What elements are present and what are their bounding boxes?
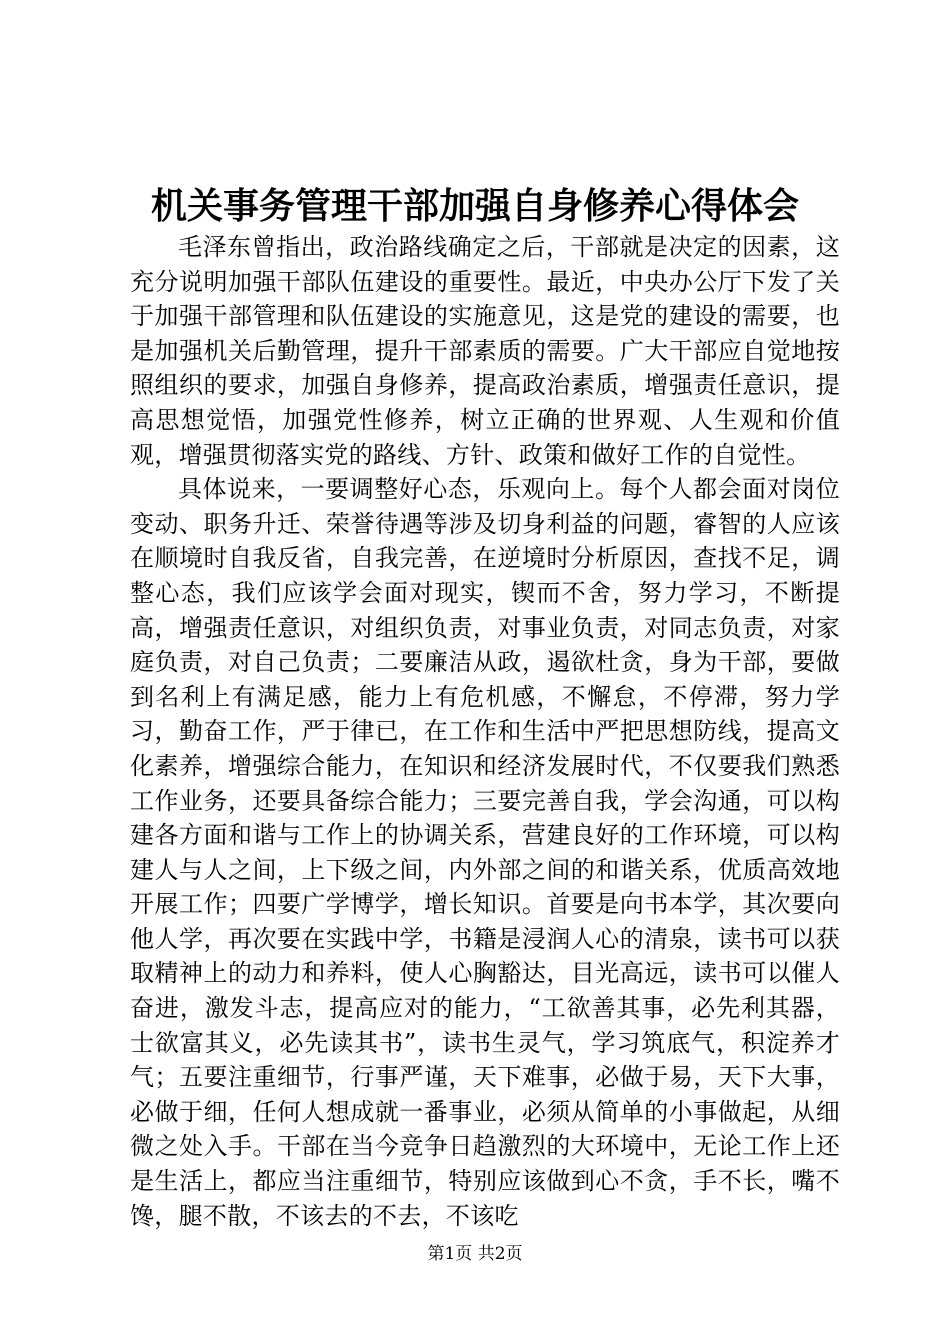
document-title: 机关事务管理干部加强自身修养心得体会 [150, 185, 799, 227]
paragraph-2: 具体说来，一要调整好心态，乐观向上。每个人都会面对岗位变动、职务升迁、荣誉待遇等涉及切身利益的问题，睿智的人应该在顺境时自我反省，自我完善，在逆境时分析原因，查找不足，调整心态，我们应该学会面对现实，锲而不舍，努力学习，不断提高，增强责任意识，对组织负责，对事业负责，对同志负责，对家庭负责，对自己负责；二要廉洁从政，遏欲杜贪，身为干部，要做到名利上有满足感，能力上有危机感，不懈怠，不停滞，努力学习，勤奋工作，严于律已，在工作和生活中严把思想防线，提高文化素养，增强综合能力，在知识和经济发展时代，不仅要我们熟悉工作业务，还要具备综合能力；三要完善自我，学会沟通，可以构建各方面和谐与工作上的协调关系，营建良好的工作环境，可以构建人与人之间，上下级之间，内外部之间的和谐关系，优质高效地开展工作；四要广学博学，增长知识。首要是向书本学，其次要向他人学，再次要在实践中学，书籍是浸润人心的清泉，读书可以获取精神上的动力和养料，使人心胸豁达，目光高远，读书可以催人奋进，激发斗志，提高应对的能力，“工欲善其事，必先利其器，士欲富其义，必先读其书”，读书生灵气，学习筑底气，积淀养才气；五要注重细节，行事严谨，天下难事，必做于易，天下大事，必做于细，任何人想成就一番事业，必须从简单的小事做起，从细微之处入手。干部在当今竞争日趋激烈的大环境中，无论工作上还是生活上，都应当注重细节，特别应该做到心不贪，手不长，嘴不馋，腿不散，不该去的不去，不该吃 [130, 475, 840, 1230]
page-number-footer: 第1页 共2页 [427, 1244, 523, 1264]
paragraph-1: 毛泽东曾指出，政治路线确定之后，干部就是决定的因素，这充分说明加强干部队伍建设的重要性。最近，中央办公厅下发了关于加强干部管理和队伍建设的实施意见，这是党的建设的需要，也是加强机关后勤管理，提升干部素质的需要。广大干部应自觉地按照组织的要求，加强自身修养，提高政治素质，增强责任意识，提高思想觉悟，加强党性修养，树立正确的世界观、人生观和价值观，增强贯彻落实党的路线、方针、政策和做好工作的自觉性。 [130, 233, 840, 469]
document-body [130, 230, 840, 1233]
